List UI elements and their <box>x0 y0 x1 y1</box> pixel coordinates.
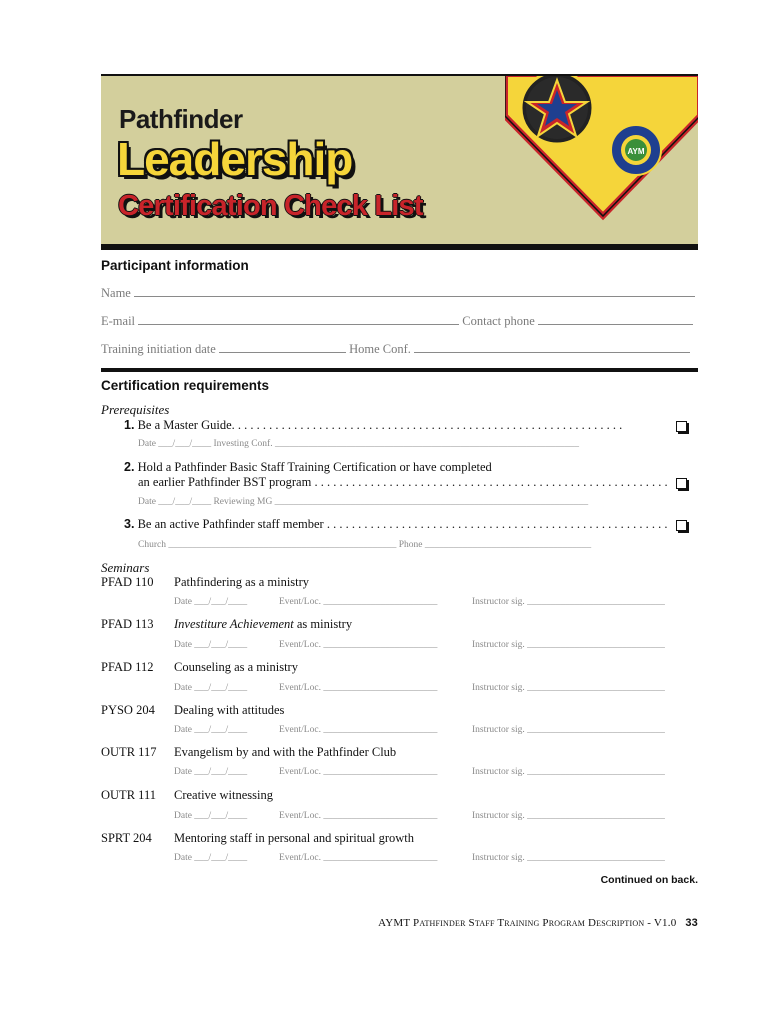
contact-phone-line[interactable] <box>538 314 693 325</box>
requirement-number: 2. <box>124 460 135 474</box>
seminar-date[interactable]: Date ___/___/____ <box>174 725 248 735</box>
continued-note: Continued on back. <box>600 874 698 886</box>
contact-phone-label: Contact phone <box>462 314 535 328</box>
seminar-event[interactable]: Event/Loc. ________________________ <box>279 811 438 821</box>
seminar-date[interactable]: Date ___/___/____ <box>174 597 248 607</box>
requirement-2-line2: an earlier Pathfinder BST program . . . . . . . . . . . . . . . . . . . . . . . . . . . . . . . . . . . . . . . . . . . . . . . . . . . . . . . . . <box>138 475 668 489</box>
requirement-3-checkbox[interactable] <box>676 520 687 531</box>
seminar-event[interactable]: Event/Loc. ________________________ <box>279 683 438 693</box>
seminar-title: Counseling as a ministry <box>174 660 298 674</box>
seminar-instructor[interactable]: Instructor sig. _____________________________ <box>472 640 665 650</box>
seminar-date[interactable]: Date ___/___/____ <box>174 683 248 693</box>
requirement-1: 1. Be a Master Guide. . . . . . . . . . . . . . . . . . . . . . . . . . . . . . . . . . . . . . . . . . . . . . . . . . . . . . . . . . . . . . . <box>124 418 623 432</box>
prerequisites-heading: Prerequisites <box>101 402 170 417</box>
seminar-instructor[interactable]: Instructor sig. _____________________________ <box>472 597 665 607</box>
email-field[interactable] <box>101 314 693 329</box>
requirement-text: Be a Master Guide. <box>137 418 235 432</box>
page-number: 33 <box>685 917 698 929</box>
requirement-1-subline[interactable]: Date ___/___/____ Investing Conf. ________________________________________________________________ <box>138 439 579 449</box>
email-label: E-mail <box>101 314 136 328</box>
requirement-number: 3. <box>124 517 135 531</box>
certification-heading: Certification requirements <box>101 378 270 393</box>
pathfinder-emblem-icon <box>505 74 698 250</box>
seminar-title: Dealing with attitudes <box>174 703 285 717</box>
seminar-event[interactable]: Event/Loc. ________________________ <box>279 853 438 863</box>
requirement-3: 3. Be an active Pathfinder staff member . . . . . . . . . . . . . . . . . . . . . . . . . . . . . . . . . . . . . . . . . . . . . . . . . . . . . . . <box>124 517 668 531</box>
requirement-2-subline[interactable]: Date ___/___/____ Reviewing MG __________________________________________________________________ <box>138 497 589 507</box>
seminars-heading: Seminars <box>101 560 150 575</box>
requirement-text: Be an active Pathfinder staff member <box>137 517 324 531</box>
seminar-code: OUTR 117 <box>101 745 157 759</box>
participant-heading: Participant information <box>101 258 249 273</box>
page-footer <box>378 917 698 929</box>
requirement-text-line2: an earlier Pathfinder BST program <box>138 475 312 489</box>
training-date-line[interactable] <box>219 342 346 353</box>
name-label: Name <box>101 286 131 300</box>
seminar-title: Mentoring staff in personal and spiritual growth <box>174 831 415 845</box>
section-divider <box>101 368 698 372</box>
seminar-event[interactable]: Event/Loc. ________________________ <box>279 725 438 735</box>
requirement-1-checkbox[interactable] <box>676 421 687 432</box>
seminar-event[interactable]: Event/Loc. ________________________ <box>279 640 438 650</box>
seminar-event[interactable]: Event/Loc. ________________________ <box>279 597 438 607</box>
seminar-instructor[interactable]: Instructor sig. _____________________________ <box>472 767 665 777</box>
requirement-2 <box>124 460 492 475</box>
seminar-title: Evangelism by and with the Pathfinder Club <box>174 745 397 759</box>
requirement-2-checkbox[interactable] <box>676 478 687 489</box>
requirement-3-subline[interactable]: Church ________________________________________________ Phone ___________________________________ <box>138 540 592 550</box>
seminar-instructor[interactable]: Instructor sig. _____________________________ <box>472 725 665 735</box>
seminar-title: Creative witnessing <box>174 788 273 802</box>
seminar-date[interactable]: Date ___/___/____ <box>174 640 248 650</box>
title-leadership: Leadership <box>117 133 353 185</box>
seminar-date[interactable]: Date ___/___/____ <box>174 767 248 777</box>
seminar-title: Pathfindering as a ministry <box>174 575 310 589</box>
header-banner <box>101 74 698 250</box>
footer-doc-title: AYMT Pathfinder Staff Training Program Description - V1.0 <box>378 917 677 929</box>
seminar-code: OUTR 111 <box>101 788 156 802</box>
seminar-instructor[interactable]: Instructor sig. _____________________________ <box>472 853 665 863</box>
training-field[interactable] <box>101 342 690 357</box>
name-field[interactable] <box>101 286 695 301</box>
seminar-code: PFAD 113 <box>101 617 154 631</box>
seminar-code: PFAD 110 <box>101 575 154 589</box>
home-conf-label: Home Conf. <box>349 342 411 356</box>
seminar-instructor[interactable]: Instructor sig. _____________________________ <box>472 683 665 693</box>
requirement-text: Hold a Pathfinder Basic Staff Training Certification or have completed <box>137 460 492 474</box>
email-line[interactable] <box>138 314 459 325</box>
seminar-code: PFAD 112 <box>101 660 154 674</box>
seminar-code: SPRT 204 <box>101 831 152 845</box>
title-pathfinder: Pathfinder <box>119 104 243 134</box>
seminar-instructor[interactable]: Instructor sig. _____________________________ <box>472 811 665 821</box>
seminar-date[interactable]: Date ___/___/____ <box>174 853 248 863</box>
seminar-date[interactable]: Date ___/___/____ <box>174 811 248 821</box>
svg-text:AYM: AYM <box>627 147 645 156</box>
requirement-number: 1. <box>124 418 135 432</box>
home-conf-line[interactable] <box>414 342 690 353</box>
title-certification-check-list: Certification Check List <box>118 190 423 222</box>
seminar-title: Investiture Achievement as ministry <box>174 617 353 631</box>
seminar-code: PYSO 204 <box>101 703 155 717</box>
training-date-label: Training initiation date <box>101 342 216 356</box>
seminar-event[interactable]: Event/Loc. ________________________ <box>279 767 438 777</box>
name-line[interactable] <box>134 286 695 297</box>
